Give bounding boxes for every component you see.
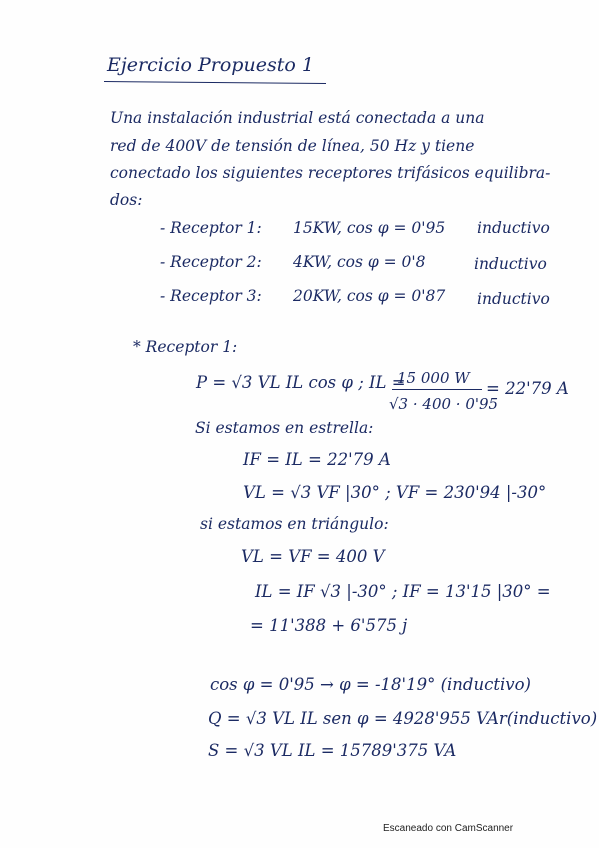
statement-line: Una instalación industrial está conectada a una [110,109,485,127]
fraction-numerator: 15 000 W [397,369,470,387]
solution-heading: * Receptor 1: [133,338,238,356]
reactive-power-line: Q = √3 VL IL sen φ = 4928'955 VAr(inductivo) [208,709,598,728]
current-result: = 22'79 A [486,379,569,398]
receptor-2-label: - Receptor 2: [160,253,262,271]
delta-heading: si estamos en triángulo: [200,515,389,533]
title-underline [104,81,326,84]
apparent-power-line: S = √3 VL IL = 15789'375 VA [208,741,457,760]
receptor-1-label: - Receptor 1: [160,219,262,237]
fraction-bar [392,389,482,390]
star-line-2: VL = √3 VF |30° ; VF = 230'94 |-30° [243,483,547,502]
receptor-1-data: 15KW, cos φ = 0'95 [293,219,446,237]
receptor-1-type: inductivo [477,219,550,237]
receptor-3-type: inductivo [477,290,550,308]
star-line-1: IF = IL = 22'79 A [243,450,391,469]
statement-line: conectado los siguientes receptores trifásicos equilibra- [110,164,551,182]
delta-line-2: IL = IF √3 |-30° ; IF = 13'15 |30° = [255,582,551,601]
delta-line-3: = 11'388 + 6'575 j [250,616,408,635]
star-heading: Si estamos en estrella: [195,419,374,437]
exercise-title: Ejercicio Propuesto 1 [107,54,314,76]
scanner-watermark: Escaneado con CamScanner [383,823,514,834]
fraction-denominator: √3 · 400 · 0'95 [389,395,499,413]
receptor-3-data: 20KW, cos φ = 0'87 [293,287,446,305]
delta-line-1: VL = VF = 400 V [241,547,385,566]
receptor-2-type: inductivo [474,255,547,273]
statement-line: red de 400V de tensión de línea, 50 Hz y tiene [110,137,475,155]
power-equation: P = √3 VL IL cos φ ; IL = [196,373,406,392]
statement-line: dos: [110,191,143,209]
receptor-3-label: - Receptor 3: [160,287,262,305]
receptor-2-data: 4KW, cos φ = 0'8 [293,253,426,271]
cos-line: cos φ = 0'95 → φ = -18'19° (inductivo) [210,675,531,694]
